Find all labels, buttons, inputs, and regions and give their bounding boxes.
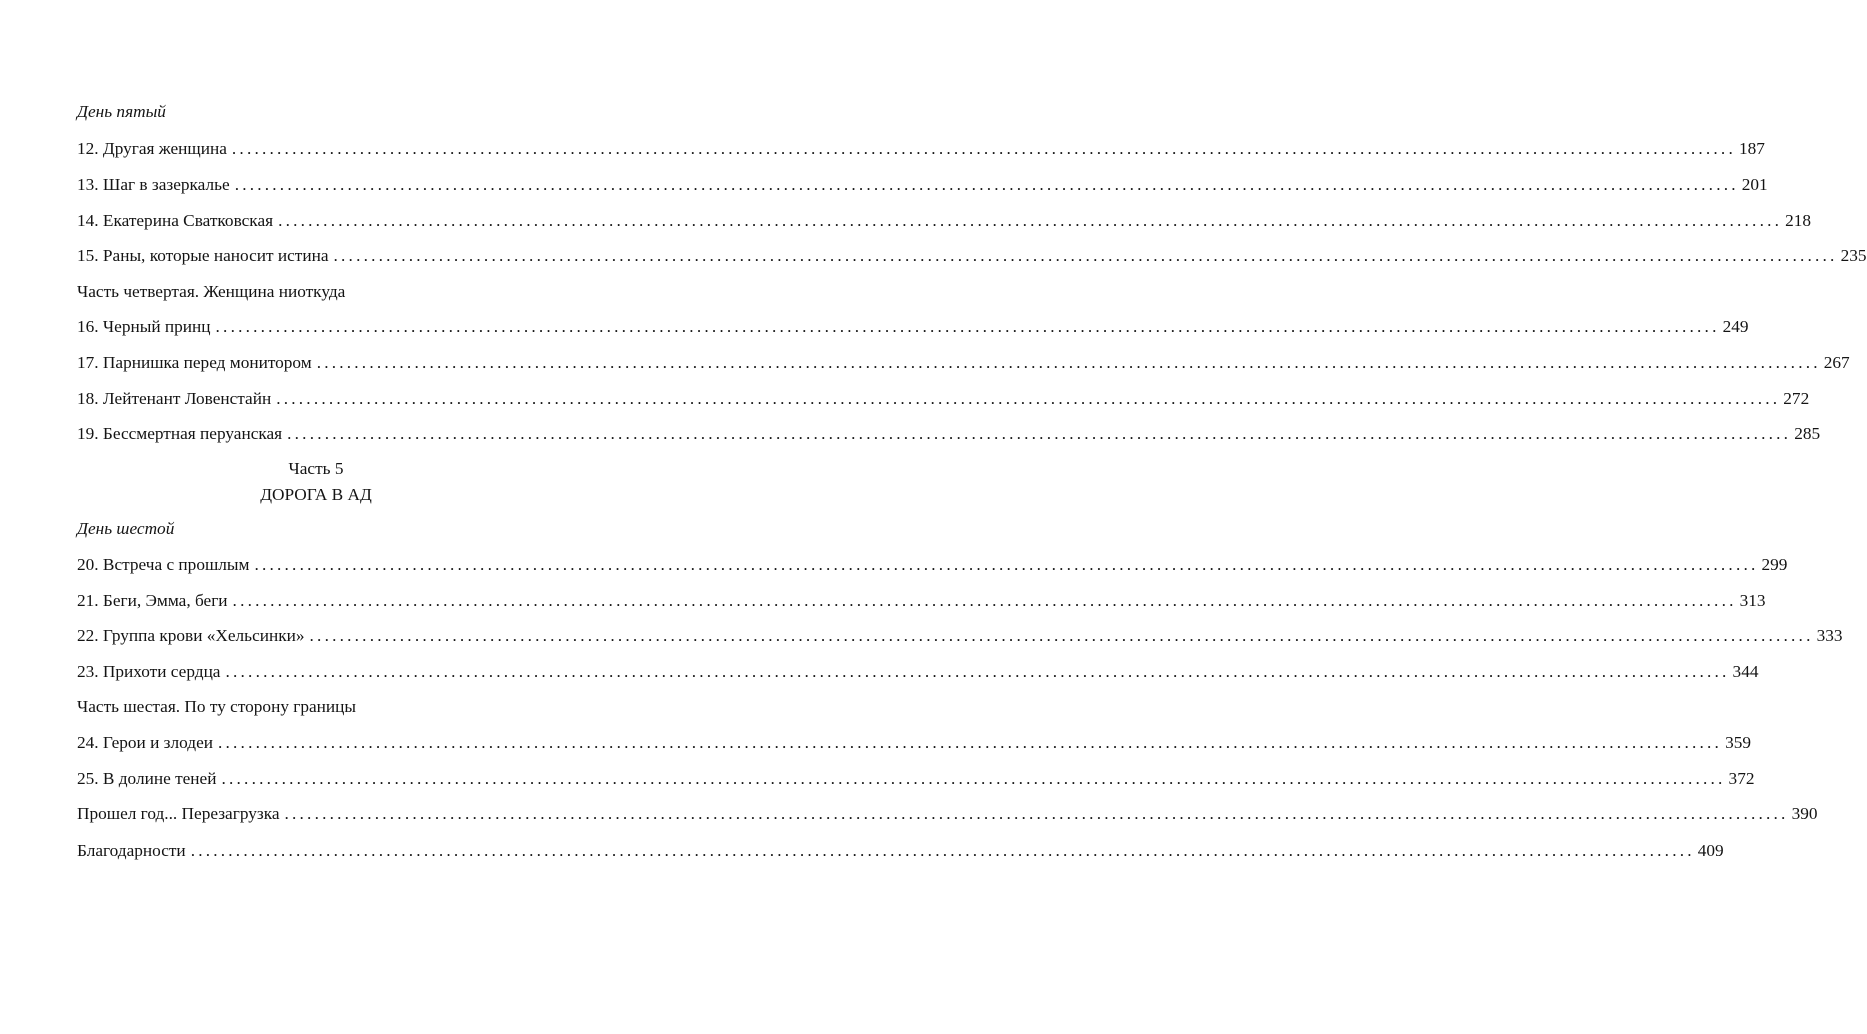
toc-entry-page: 299 — [1761, 555, 1788, 574]
toc-entry[interactable] — [77, 730, 1751, 756]
toc-entry-title: 20. Встреча с прошлым — [77, 555, 250, 574]
toc-entry-title: 15. Раны, которые наносит истина — [77, 246, 329, 265]
toc-entry-page: 313 — [1739, 591, 1766, 610]
dot-leader: ........................................................................................................................................................................................................ — [333, 246, 1838, 265]
toc-entry-title: 24. Герои и злодеи — [77, 733, 213, 752]
dot-leader: ........................................................................................................................................................................................................ — [284, 804, 1789, 823]
dot-leader: ........................................................................................................................................................................................................ — [287, 424, 1792, 443]
toc-entry-title: 23. Прихоти сердца — [77, 662, 221, 681]
toc-entry[interactable] — [77, 314, 1749, 340]
toc-entry[interactable] — [77, 838, 1724, 864]
toc-entry-title: Благодарности — [77, 841, 186, 860]
section-heading-part-six[interactable]: Часть шестая. По ту сторону границы — [77, 697, 357, 716]
toc-entry[interactable] — [77, 552, 1788, 578]
toc-entry-title: 18. Лейтенант Ловенстайн — [77, 389, 272, 408]
toc-entry[interactable] — [77, 659, 1759, 685]
toc-entry-title: 17. Парнишка перед монитором — [77, 353, 312, 372]
dot-leader: ........................................................................................................................................................................................................ — [254, 555, 1759, 574]
toc-entry-page: 187 — [1738, 139, 1765, 158]
dot-leader: ........................................................................................................................................................................................................ — [309, 626, 1814, 645]
dot-leader: ........................................................................................................................................................................................................ — [278, 211, 1783, 230]
section-heading-day-five: День пятый — [77, 102, 166, 121]
dot-leader: ........................................................................................................................................................................................................ — [276, 389, 1781, 408]
toc-entry-page: 235 — [1840, 246, 1867, 265]
toc-entry-title: 12. Другая женщина — [77, 139, 227, 158]
toc-entry-title: 22. Группа крови «Хельсинки» — [77, 626, 305, 645]
toc-entry-page: 249 — [1722, 317, 1749, 336]
toc-entry-title: Прошел год... Перезагрузка — [77, 804, 280, 823]
toc-entry-title: 13. Шаг в зазеркалье — [77, 175, 230, 194]
dot-leader: ........................................................................................................................................................................................................ — [218, 733, 1723, 752]
toc-entry[interactable] — [77, 136, 1765, 162]
toc-entry-title: 25. В долине теней — [77, 769, 217, 788]
toc-entry-page: 333 — [1816, 626, 1843, 645]
dot-leader: ........................................................................................................................................................................................................ — [232, 591, 1737, 610]
dot-leader: ........................................................................................................................................................................................................ — [215, 317, 1720, 336]
toc-entry-page: 272 — [1783, 389, 1810, 408]
toc-entry-page: 201 — [1741, 175, 1768, 194]
part-five-label: Часть 5 — [288, 459, 344, 478]
dot-leader: ........................................................................................................................................................................................................ — [234, 175, 1739, 194]
section-heading-day-six: День шестой — [77, 519, 175, 538]
dot-leader: ........................................................................................................................................................................................................ — [231, 139, 1736, 158]
dot-leader: ........................................................................................................................................................................................................ — [225, 662, 1730, 681]
toc-entry-title: 19. Бессмертная перуанская — [77, 424, 283, 443]
toc-entry-title: 16. Черный принц — [77, 317, 211, 336]
toc-entry[interactable] — [77, 623, 1843, 649]
toc-entry-page: 285 — [1794, 424, 1821, 443]
toc-entry-page: 267 — [1823, 353, 1850, 372]
section-heading-part-four[interactable]: Часть четвертая. Женщина ниоткуда — [77, 282, 346, 301]
dot-leader: ........................................................................................................................................................................................................ — [316, 353, 1821, 372]
dot-leader: ........................................................................................................................................................................................................ — [190, 841, 1695, 860]
toc-entry-page: 218 — [1785, 211, 1812, 230]
toc-entry[interactable] — [77, 766, 1755, 792]
part-five-title[interactable]: ДОРОГА В АД — [260, 485, 372, 504]
toc-entry-page: 359 — [1725, 733, 1751, 752]
toc-entry[interactable] — [77, 801, 1818, 827]
toc-entry-page: 409 — [1697, 841, 1724, 860]
toc-entry-page: 344 — [1732, 662, 1759, 681]
dot-leader: ........................................................................................................................................................................................................ — [221, 769, 1726, 788]
toc-entry[interactable] — [77, 386, 1810, 412]
toc-entry[interactable] — [77, 243, 1867, 269]
toc-entry-page: 390 — [1791, 804, 1818, 823]
toc-entry[interactable] — [77, 421, 1821, 447]
toc-entry-title: 21. Беги, Эмма, беги — [77, 591, 228, 610]
toc-entry-title: 14. Екатерина Сватковская — [77, 211, 274, 230]
toc-entry[interactable] — [77, 588, 1766, 614]
toc-entry[interactable] — [77, 350, 1850, 376]
toc-entry-page: 372 — [1728, 769, 1755, 788]
toc-entry[interactable] — [77, 208, 1812, 234]
toc-entry[interactable] — [77, 172, 1768, 198]
